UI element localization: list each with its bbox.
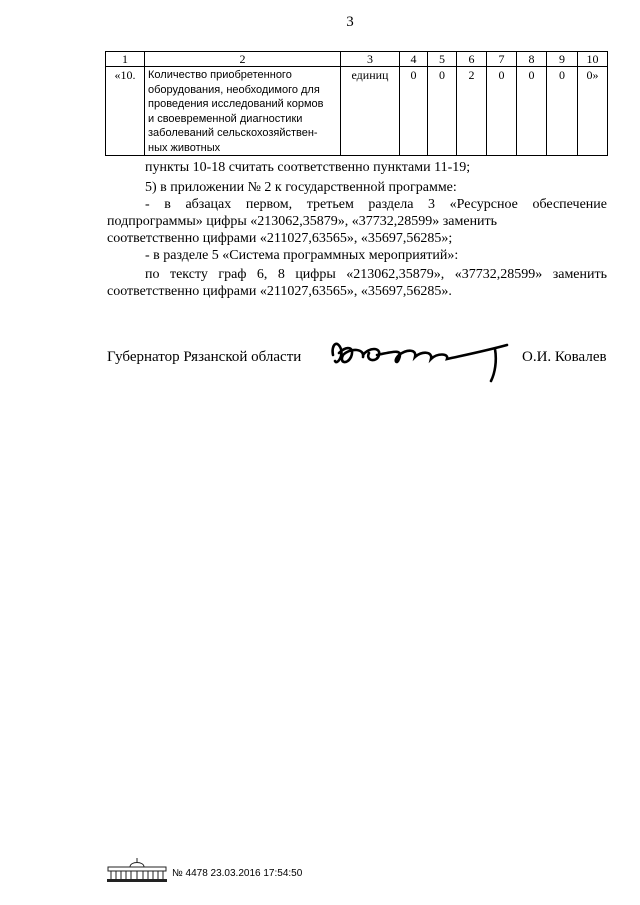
indicator-name bbox=[145, 67, 341, 156]
value-cell: 0 bbox=[428, 67, 457, 156]
table-header-cell: 6 bbox=[457, 52, 487, 67]
table-header-cell: 4 bbox=[400, 52, 428, 67]
paragraph-appendix-2: 5) в приложении № 2 к государственной программе: bbox=[145, 180, 457, 195]
table-header-cell: 7 bbox=[487, 52, 517, 67]
paragraph-renumber: пункты 10-18 считать соответственно пунктами 11-19; bbox=[145, 160, 471, 175]
paragraph-section-5: - в разделе 5 «Система программных мероприятий»: bbox=[145, 248, 459, 263]
indicator-name-line: Количество приобретенного bbox=[148, 69, 292, 81]
registration-stamp: № 4478 23.03.2016 17:54:50 bbox=[172, 868, 303, 879]
value-cell: 0 bbox=[517, 67, 547, 156]
value-cell: 0» bbox=[578, 67, 608, 156]
row-number: «10. bbox=[106, 67, 145, 156]
signatory-title: Губернатор Рязанской области bbox=[107, 349, 302, 365]
indicator-name-line: оборудования, необходимого для bbox=[148, 83, 320, 96]
indicator-name-line: и своевременной диагностики bbox=[148, 112, 303, 125]
table-header-cell: 5 bbox=[428, 52, 457, 67]
indicator-name-line: заболеваний сельскохозяйствен- bbox=[148, 127, 318, 139]
table-header-cell: 1 bbox=[106, 52, 145, 67]
table-header-cell: 9 bbox=[547, 52, 578, 67]
value-cell: 0 bbox=[400, 67, 428, 156]
indicator-name-line: проведения исследований кормов bbox=[148, 98, 324, 110]
table-header-cell: 2 bbox=[145, 52, 341, 67]
value-cell: 0 bbox=[487, 67, 517, 156]
indicators-table bbox=[105, 51, 608, 156]
signatory-name: О.И. Ковалев bbox=[522, 349, 607, 365]
paragraph-columns: по тексту граф 6, 8 цифры «213062,35879», «37732,28599» заменить соответственно цифрами «211027,63565», «35697,56285». bbox=[107, 267, 607, 299]
value-cell: 0 bbox=[547, 67, 578, 156]
paragraph-section-3-last-line: соответственно цифрами «211027,63565», «35697,56285»; bbox=[107, 231, 453, 246]
indicator-name-line: ных животных bbox=[148, 141, 221, 154]
table-header-row bbox=[106, 52, 608, 67]
table-header-cell: 8 bbox=[517, 52, 547, 67]
handwritten-signature bbox=[325, 325, 515, 385]
unit-cell: единиц bbox=[341, 67, 400, 156]
page-number: 3 bbox=[346, 14, 354, 30]
paragraph-section-3 bbox=[107, 196, 607, 247]
table-header-cell: 10 bbox=[578, 52, 608, 67]
table-row bbox=[106, 67, 608, 156]
paragraph-section-3-text: - в абзацах первом, третьем раздела 3 «Ресурсное обеспечение подпрограммы» цифры «213062,35879», «37732,28599» заменить bbox=[107, 197, 607, 229]
table-header-cell: 3 bbox=[341, 52, 400, 67]
value-cell: 2 bbox=[457, 67, 487, 156]
government-building-emblem-icon bbox=[106, 857, 168, 885]
